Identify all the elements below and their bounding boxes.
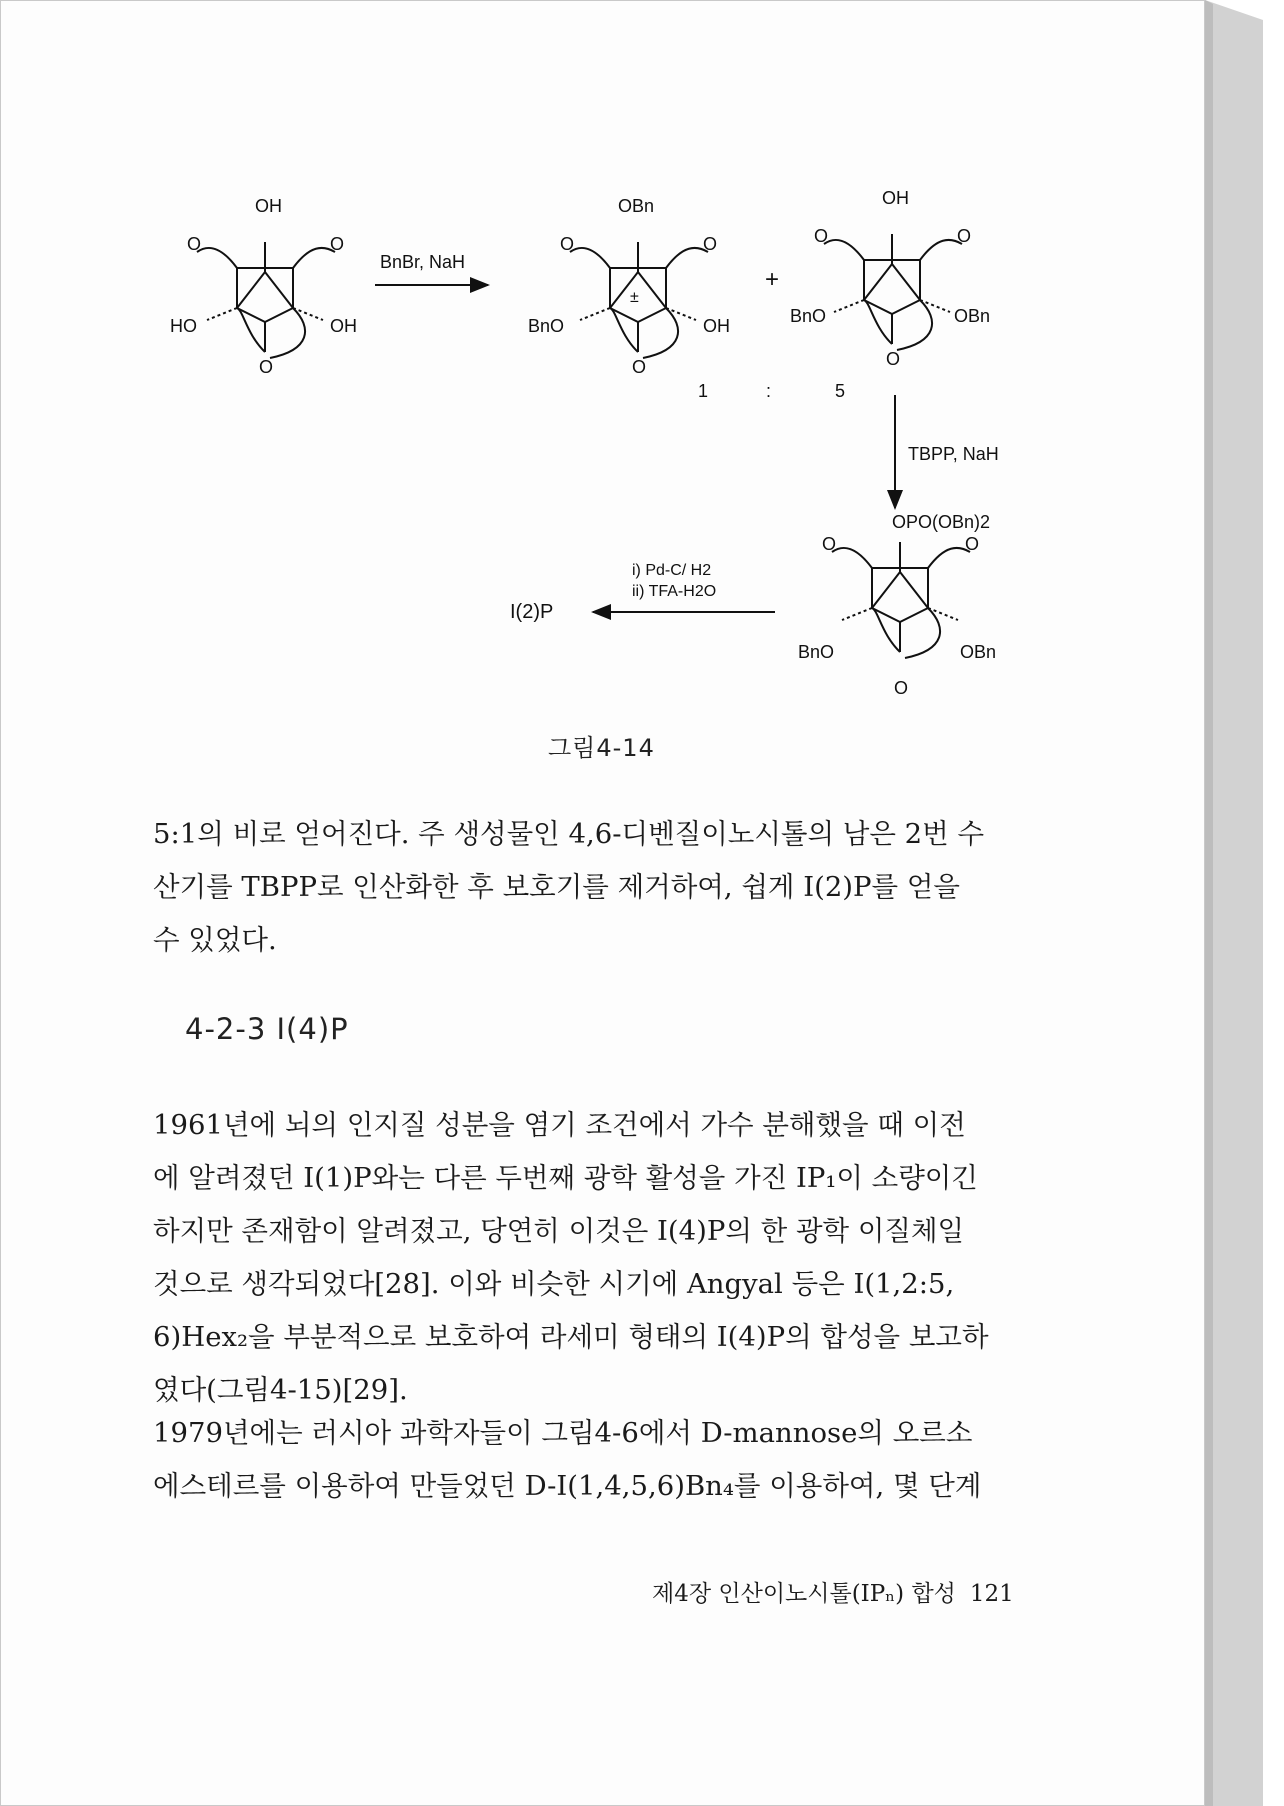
mol4-top: OPO(OBn)2 bbox=[892, 512, 991, 532]
mol2-left: BnO bbox=[528, 316, 565, 336]
page-footer bbox=[652, 1575, 1014, 1608]
mol3-o-bottom: O bbox=[886, 349, 901, 369]
mol2-center: ± bbox=[630, 289, 639, 306]
molecule-3 bbox=[790, 188, 990, 369]
mol1-o-left: O bbox=[187, 234, 202, 254]
ratio-right: 5 bbox=[835, 381, 846, 401]
mol3-right: OBn bbox=[954, 306, 991, 326]
text-line: 1961년에 뇌의 인지질 성분을 염기 조건에서 가수 분해했을 때 이전 bbox=[153, 1109, 966, 1141]
paragraph-3 bbox=[153, 1407, 1048, 1513]
mol2-o-right: O bbox=[703, 234, 718, 254]
mol1-right: OH bbox=[330, 316, 357, 336]
mol2-top: OBn bbox=[618, 196, 655, 216]
mol2-o-left: O bbox=[560, 234, 575, 254]
mol1-o-bottom: O bbox=[259, 357, 274, 377]
reagent-3b: ii) TFA-H2O bbox=[632, 583, 717, 600]
text-line: 에 알려졌던 I(1)P와는 다른 두번째 광학 활성을 가진 IP₁이 소량이긴 bbox=[153, 1162, 978, 1194]
text-line: 1979년에는 러시아 과학자들이 그림4-6에서 D-mannose의 오르소 bbox=[153, 1417, 973, 1449]
mol4-o-left: O bbox=[822, 534, 837, 554]
reagent-3a: i) Pd-C/ H2 bbox=[632, 562, 712, 579]
text-line: 5:1의 비로 얻어진다. 주 생성물인 4,6-디벤질이노시톨의 남은 2번 수 bbox=[153, 818, 985, 850]
text-line: 였다(그림4-15)[29]. bbox=[153, 1374, 408, 1406]
reaction-scheme bbox=[0, 0, 1205, 720]
mol4-left: BnO bbox=[798, 642, 835, 662]
mol2-right: OH bbox=[703, 316, 730, 336]
text-line: 수 있었다. bbox=[153, 924, 277, 956]
mol4-o-bottom: O bbox=[894, 678, 909, 698]
molecule-2 bbox=[528, 196, 730, 377]
text-line: 에스테르를 이용하여 만들었던 D-I(1,4,5,6)Bn₄를 이용하여, 몇 단계 bbox=[153, 1470, 982, 1502]
mol1-o-right: O bbox=[330, 234, 345, 254]
mol1-left: HO bbox=[170, 316, 197, 336]
plus-sign: + bbox=[765, 266, 780, 293]
mol3-left: BnO bbox=[790, 306, 827, 326]
paragraph-2 bbox=[153, 1099, 1048, 1417]
figure-caption: 그림4-14 bbox=[548, 734, 655, 762]
paragraph-1 bbox=[153, 808, 1048, 967]
page-edge-shadow bbox=[1205, 0, 1265, 1806]
mol4-o-right: O bbox=[965, 534, 980, 554]
ratio-sep: : bbox=[766, 381, 772, 401]
product-label: I(2)P bbox=[510, 601, 554, 623]
text-line: 것으로 생각되었다[28]. 이와 비슷한 시기에 Angyal 등은 I(1,2:5, bbox=[153, 1268, 955, 1300]
mol3-o-left: O bbox=[814, 226, 829, 246]
text-line: 6)Hex₂을 부분적으로 보호하여 라세미 형태의 I(4)P의 합성을 보고하 bbox=[153, 1321, 989, 1353]
text-line: 하지만 존재함이 알려졌고, 당연히 이것은 I(4)P의 한 광학 이질체일 bbox=[153, 1215, 965, 1247]
molecule-1 bbox=[170, 196, 357, 377]
mol3-o-right: O bbox=[957, 226, 972, 246]
mol2-o-bottom: O bbox=[632, 357, 647, 377]
chapter-title: 제4장 인산이노시톨(IPₙ) 합성 bbox=[652, 1581, 956, 1607]
ratio-left: 1 bbox=[698, 381, 709, 401]
page-number: 121 bbox=[969, 1581, 1014, 1607]
molecule-4 bbox=[798, 512, 996, 698]
reagent-2: TBPP, NaH bbox=[908, 444, 999, 464]
text-line: 산기를 TBPP로 인산화한 후 보호기를 제거하여, 쉽게 I(2)P를 얻을 bbox=[153, 871, 960, 903]
mol1-top: OH bbox=[255, 196, 282, 216]
reagent-1: BnBr, NaH bbox=[380, 252, 466, 272]
mol3-top: OH bbox=[882, 188, 909, 208]
section-title: 4-2-3 I(4)P bbox=[185, 1012, 349, 1046]
mol4-right: OBn bbox=[960, 642, 997, 662]
